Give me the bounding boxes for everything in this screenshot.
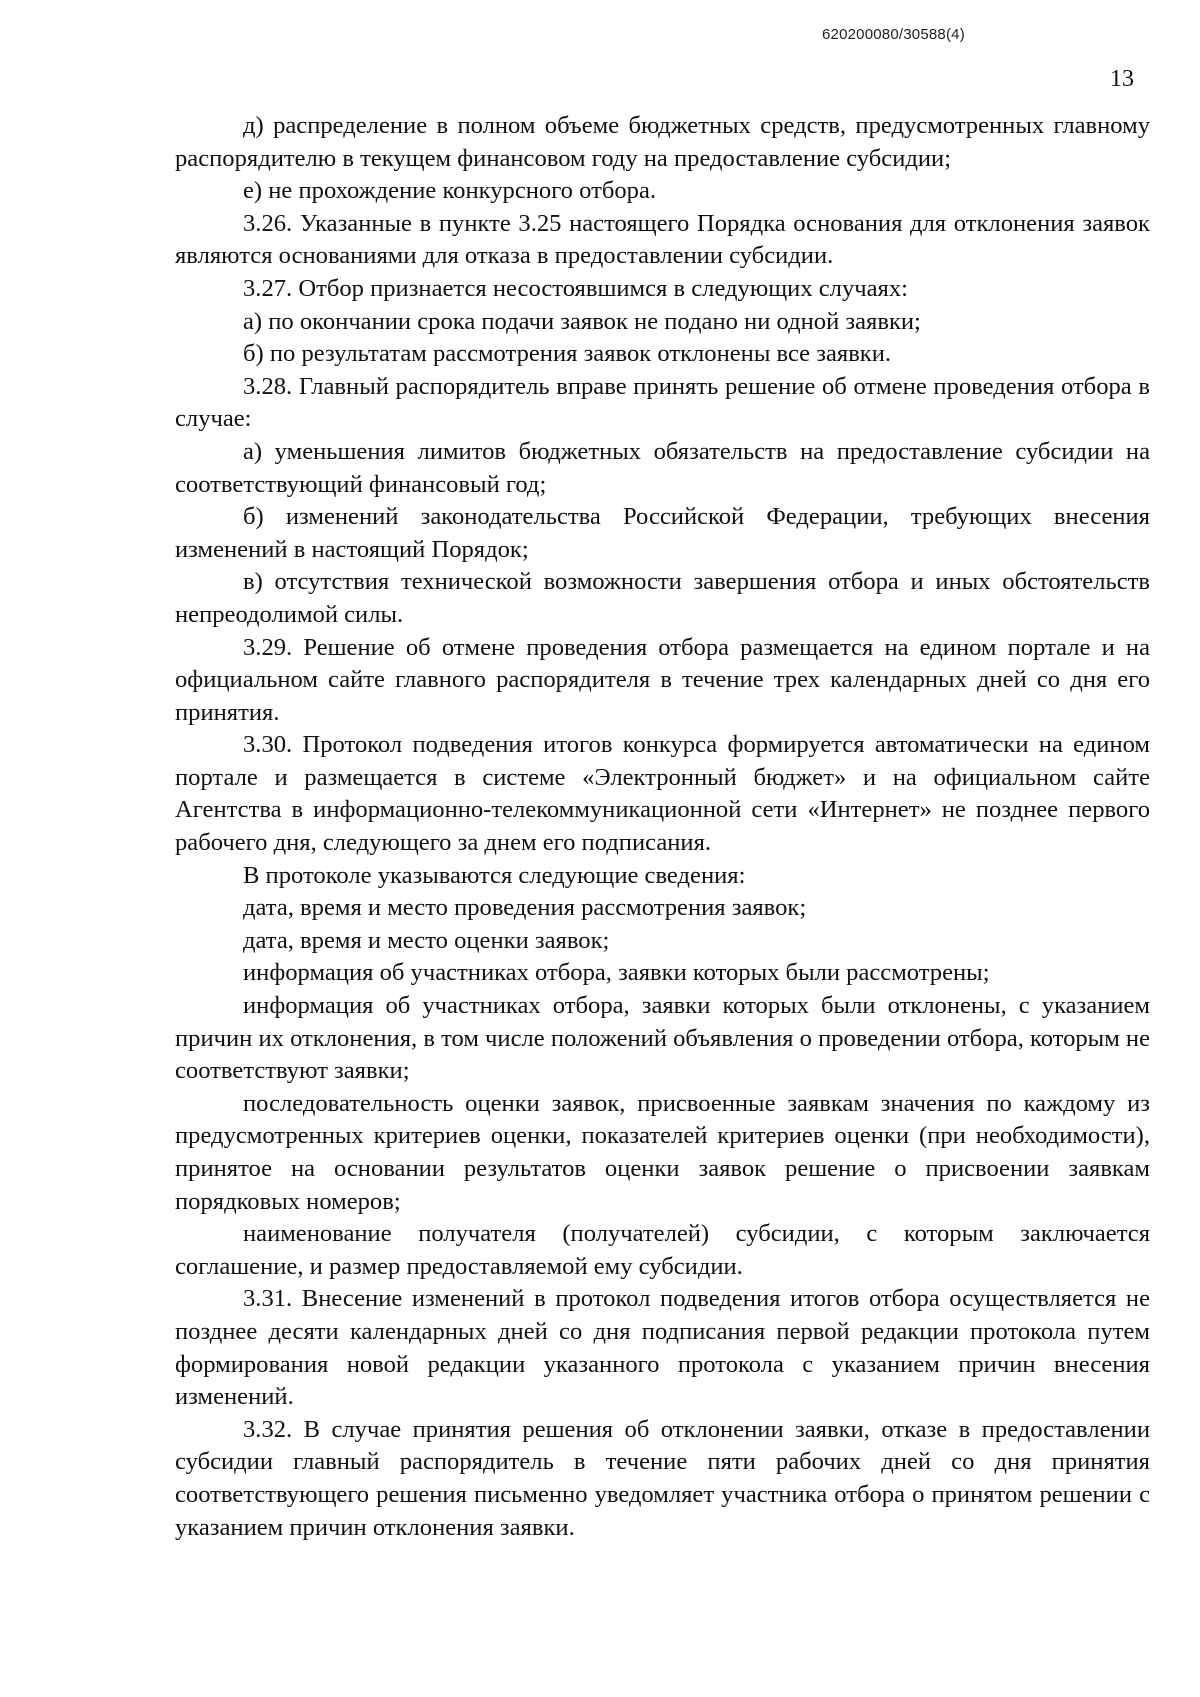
paragraph-3-27: 3.27. Отбор признается несостоявшимся в следующих случаях: bbox=[243, 274, 908, 302]
paragraph-item-e: е) не прохождение конкурсного отбора. bbox=[243, 177, 657, 205]
paragraph-3-28-a: а) уменьшения лимитов бюджетных обязательств на предоставление субсидии на соответствующий финансовый год; bbox=[175, 437, 1150, 498]
paragraph-item-d: д) распределение в полном объеме бюджетных средств, предусмотренных главному распорядителю в текущем финансовом году на предоставление субсидии; bbox=[175, 112, 1150, 172]
paragraph-3-28-v: в) отсутствия технической возможности завершения отбора и иных обстоятельств непреодолимой силы. bbox=[175, 568, 1150, 628]
paragraph-protocol-item-2: дата, время и место оценки заявок; bbox=[243, 926, 610, 954]
paragraph-protocol-intro: В протоколе указываются следующие сведения: bbox=[243, 861, 746, 889]
paragraph-3-27-a: а) по окончании срока подачи заявок не подано ни одной заявки; bbox=[243, 307, 921, 335]
paragraph-3-28: 3.28. Главный распорядитель вправе принять решение об отмене проведения отбора в случае: bbox=[175, 372, 1150, 433]
paragraph-protocol-item-6: наименование получателя (получателей) субсидии, с которым заключается соглашение, и размер предоставляемой ему субсидии. bbox=[175, 1220, 1150, 1280]
paragraph-protocol-item-5: последовательность оценки заявок, присвоенные заявкам значения по каждому из предусмотренных критериев оценки, показателей критериев оценки (при необходимости), принятое на основании результатов оценки заявок решение о присвоении заявкам порядковых номеров; bbox=[175, 1089, 1150, 1215]
paragraph-3-27-b: б) по результатам рассмотрения заявок отклонены все заявки. bbox=[243, 340, 892, 368]
paragraph-3-30: 3.30. Протокол подведения итогов конкурса формируется автоматически на едином портале и размещается в системе «Электронный бюджет» и на официальном сайте Агентства в информационно-телекоммуникационной сети «Интернет» не позднее первого рабочего дня, следующего за днем его подписания. bbox=[175, 731, 1150, 857]
paragraph-protocol-item-1: дата, время и место проведения рассмотрения заявок; bbox=[243, 894, 807, 922]
paragraph-protocol-item-3: информация об участниках отбора, заявки которых были рассмотрены; bbox=[243, 959, 990, 987]
document-body bbox=[175, 110, 1150, 1544]
paragraph-3-32: 3.32. В случае принятия решения об отклонении заявки, отказе в предоставлении субсидии главный распорядитель в течение пяти рабочих дней со дня принятия соответствующего решения письменно уведомляет участника отбора о принятом решении с указанием причин отклонения заявки. bbox=[175, 1415, 1150, 1541]
document-id: 620200080/30588(4) bbox=[822, 26, 965, 43]
page-number: 13 bbox=[1110, 66, 1134, 92]
paragraph-3-29: 3.29. Решение об отмене проведения отбора размещается на едином портале и на официальном сайте главного распорядителя в течение трех календарных дней со дня его принятия. bbox=[175, 633, 1150, 726]
paragraph-3-26: 3.26. Указанные в пункте 3.25 настоящего Порядка основания для отклонения заявок являются основаниями для отказа в предоставлении субсидии. bbox=[175, 209, 1150, 270]
paragraph-protocol-item-4: информация об участниках отбора, заявки которых были отклонены, с указанием причин их отклонения, в том числе положений объявления о проведении отбора, которым не соответствуют заявки; bbox=[175, 992, 1150, 1085]
paragraph-3-28-b: б) изменений законодательства Российской Федерации, требующих внесения изменений в настоящий Порядок; bbox=[175, 503, 1150, 563]
paragraph-3-31: 3.31. Внесение изменений в протокол подведения итогов отбора осуществляется не позднее десяти календарных дней со дня подписания первой редакции протокола путем формирования новой редакции указанного протокола с указанием причин внесения изменений. bbox=[175, 1285, 1150, 1411]
